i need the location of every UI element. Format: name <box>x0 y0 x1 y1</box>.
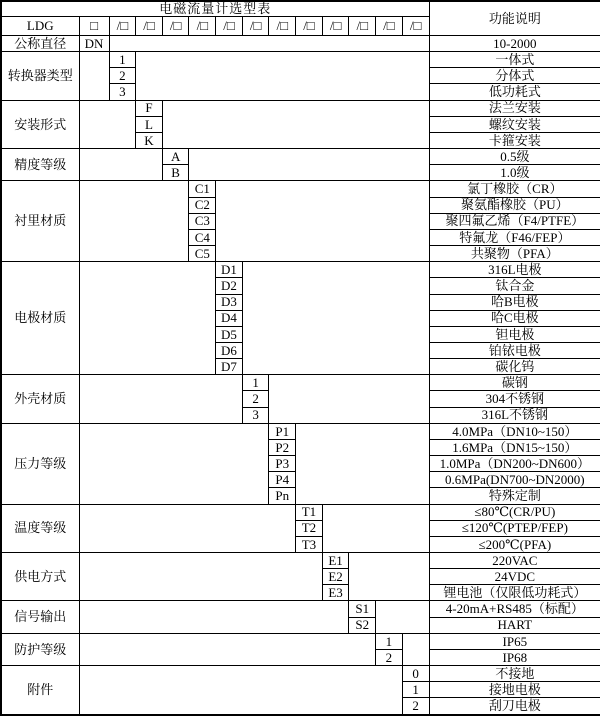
option-description: 特氟龙（F46/FEP） <box>429 229 600 245</box>
option-code: C5 <box>189 246 216 262</box>
spacer-cell <box>109 36 429 52</box>
option-code: C4 <box>189 229 216 245</box>
option-code: S1 <box>349 601 376 617</box>
spacer-cell <box>216 181 429 262</box>
option-code: D3 <box>216 294 243 310</box>
group-label: 供电方式 <box>1 553 79 601</box>
option-description: 刮刀电极 <box>429 698 600 715</box>
spacer-cell <box>322 504 429 552</box>
option-code: C3 <box>189 213 216 229</box>
spacer-cell <box>79 375 242 423</box>
spacer-cell <box>189 149 429 181</box>
option-description: 1.0MPa（DN200~DN600） <box>429 456 600 472</box>
group-label: 公称直径 <box>1 36 79 52</box>
option-code: F <box>136 100 163 116</box>
spacer-cell <box>79 149 162 181</box>
option-code: D4 <box>216 310 243 326</box>
option-code: 3 <box>242 407 269 423</box>
order-checkbox: /□ <box>242 17 269 36</box>
option-description: 碳钢 <box>429 375 600 391</box>
option-code: 2 <box>109 68 136 84</box>
option-description: ≤80℃(CR/PU) <box>429 504 600 520</box>
option-description: 钽电极 <box>429 326 600 342</box>
option-description: 4-20mA+RS485（标配） <box>429 601 600 617</box>
option-code: T2 <box>296 520 323 536</box>
option-description: 螺纹安装 <box>429 116 600 132</box>
option-code: E1 <box>322 553 349 569</box>
option-description: 316L不锈钢 <box>429 407 600 423</box>
option-description: 接地电极 <box>429 682 600 698</box>
group-label: 信号输出 <box>1 601 79 633</box>
option-description: HART <box>429 617 600 633</box>
option-description: 304不锈钢 <box>429 391 600 407</box>
option-description: 卡箍安装 <box>429 132 600 148</box>
option-code: P2 <box>269 439 296 455</box>
option-code: D7 <box>216 359 243 375</box>
group-label: 压力等级 <box>1 423 79 504</box>
group-label: 精度等级 <box>1 149 79 181</box>
group-label: 电极材质 <box>1 262 79 375</box>
spacer-cell <box>296 423 429 504</box>
option-code: T1 <box>296 504 323 520</box>
group-label: 安装形式 <box>1 100 79 148</box>
option-description: 锂电池（仅限低功耗式） <box>429 585 600 601</box>
group-label: 温度等级 <box>1 504 79 552</box>
option-description: 10-2000 <box>429 36 600 52</box>
option-description: ≤200℃(PFA) <box>429 536 600 552</box>
option-code: S2 <box>349 617 376 633</box>
order-checkbox: /□ <box>349 17 376 36</box>
spacer-cell <box>79 601 349 633</box>
option-description: 低功耗式 <box>429 84 600 100</box>
option-code: 1 <box>109 52 136 68</box>
spacer-cell <box>79 262 216 375</box>
option-code: D2 <box>216 278 243 294</box>
spacer-cell <box>402 633 429 665</box>
option-description: 316L电极 <box>429 262 600 278</box>
option-code: 1 <box>376 633 403 649</box>
option-code: 2 <box>402 698 429 715</box>
order-checkbox: /□ <box>322 17 349 36</box>
spacer-cell <box>376 601 430 633</box>
model-prefix-label: LDG <box>1 17 79 36</box>
spacer-cell <box>79 553 322 601</box>
order-checkbox: /□ <box>269 17 296 36</box>
option-code: 1 <box>242 375 269 391</box>
option-code: 2 <box>376 649 403 665</box>
group-label: 防护等级 <box>1 633 79 665</box>
option-code: E2 <box>322 569 349 585</box>
option-description: 4.0MPa（DN10~150） <box>429 423 600 439</box>
option-code: T3 <box>296 536 323 552</box>
option-description: 聚氨酯橡胶（PU） <box>429 197 600 213</box>
spacer-cell <box>79 181 189 262</box>
option-code: 3 <box>109 84 136 100</box>
option-description: 法兰安装 <box>429 100 600 116</box>
order-checkbox: /□ <box>109 17 136 36</box>
option-code: L <box>136 116 163 132</box>
spacer-cell <box>79 100 136 148</box>
order-checkbox: □ <box>79 17 109 36</box>
option-description: 1.0级 <box>429 165 600 181</box>
option-description: IP65 <box>429 633 600 649</box>
option-code: C1 <box>189 181 216 197</box>
option-description: 0.5级 <box>429 149 600 165</box>
spacer-cell <box>162 100 429 148</box>
option-code: A <box>162 149 189 165</box>
option-description: 氯丁橡胶（CR） <box>429 181 600 197</box>
option-description: 碳化钨 <box>429 359 600 375</box>
option-code: B <box>162 165 189 181</box>
group-label: 附件 <box>1 666 79 715</box>
option-description: 共聚物（PFA） <box>429 246 600 262</box>
order-checkbox: /□ <box>162 17 189 36</box>
spacer-cell <box>269 375 429 423</box>
spacer-cell <box>242 262 429 375</box>
spacer-cell <box>79 504 296 552</box>
option-code: K <box>136 132 163 148</box>
order-checkbox: /□ <box>402 17 429 36</box>
group-label: 衬里材质 <box>1 181 79 262</box>
spacer-cell <box>136 52 429 100</box>
spacer-cell <box>79 666 402 715</box>
order-checkbox: /□ <box>216 17 243 36</box>
option-description: 钛合金 <box>429 278 600 294</box>
option-code: D1 <box>216 262 243 278</box>
option-code: C2 <box>189 197 216 213</box>
option-code: P3 <box>269 456 296 472</box>
option-description: 不接地 <box>429 666 600 682</box>
option-description: ≤120℃(PTEP/FEP) <box>429 520 600 536</box>
option-description: 哈C电极 <box>429 310 600 326</box>
option-description: 分体式 <box>429 68 600 84</box>
order-checkbox: /□ <box>296 17 323 36</box>
option-description: 0.6MPa(DN700~DN2000) <box>429 472 600 488</box>
option-description: IP68 <box>429 649 600 665</box>
page-title: 电磁流量计选型表 <box>1 1 429 17</box>
order-checkbox: /□ <box>136 17 163 36</box>
group-label: 外壳材质 <box>1 375 79 423</box>
option-description: 特殊定制 <box>429 488 600 504</box>
option-description: 220VAC <box>429 553 600 569</box>
option-description: 一体式 <box>429 52 600 68</box>
order-checkbox: /□ <box>376 17 403 36</box>
option-code: 2 <box>242 391 269 407</box>
option-code: P4 <box>269 472 296 488</box>
option-code: E3 <box>322 585 349 601</box>
spacer-cell <box>79 633 376 665</box>
option-code: D5 <box>216 326 243 342</box>
function-column-header: 功能说明 <box>429 1 600 36</box>
option-description: 24VDC <box>429 569 600 585</box>
option-code: P1 <box>269 423 296 439</box>
spacer-cell <box>79 52 109 100</box>
order-checkbox: /□ <box>189 17 216 36</box>
option-code: 1 <box>402 682 429 698</box>
option-code: 0 <box>402 666 429 682</box>
option-code: D6 <box>216 342 243 358</box>
option-description: 1.6MPa（DN15~150） <box>429 439 600 455</box>
group-label: 转换器类型 <box>1 52 79 100</box>
option-description: 铂铱电极 <box>429 342 600 358</box>
option-description: 聚四氟乙烯（F4/PTFE） <box>429 213 600 229</box>
option-code: DN <box>79 36 109 52</box>
option-description: 哈B电极 <box>429 294 600 310</box>
spacer-cell <box>79 423 269 504</box>
option-code: Pn <box>269 488 296 504</box>
spacer-cell <box>349 553 429 601</box>
